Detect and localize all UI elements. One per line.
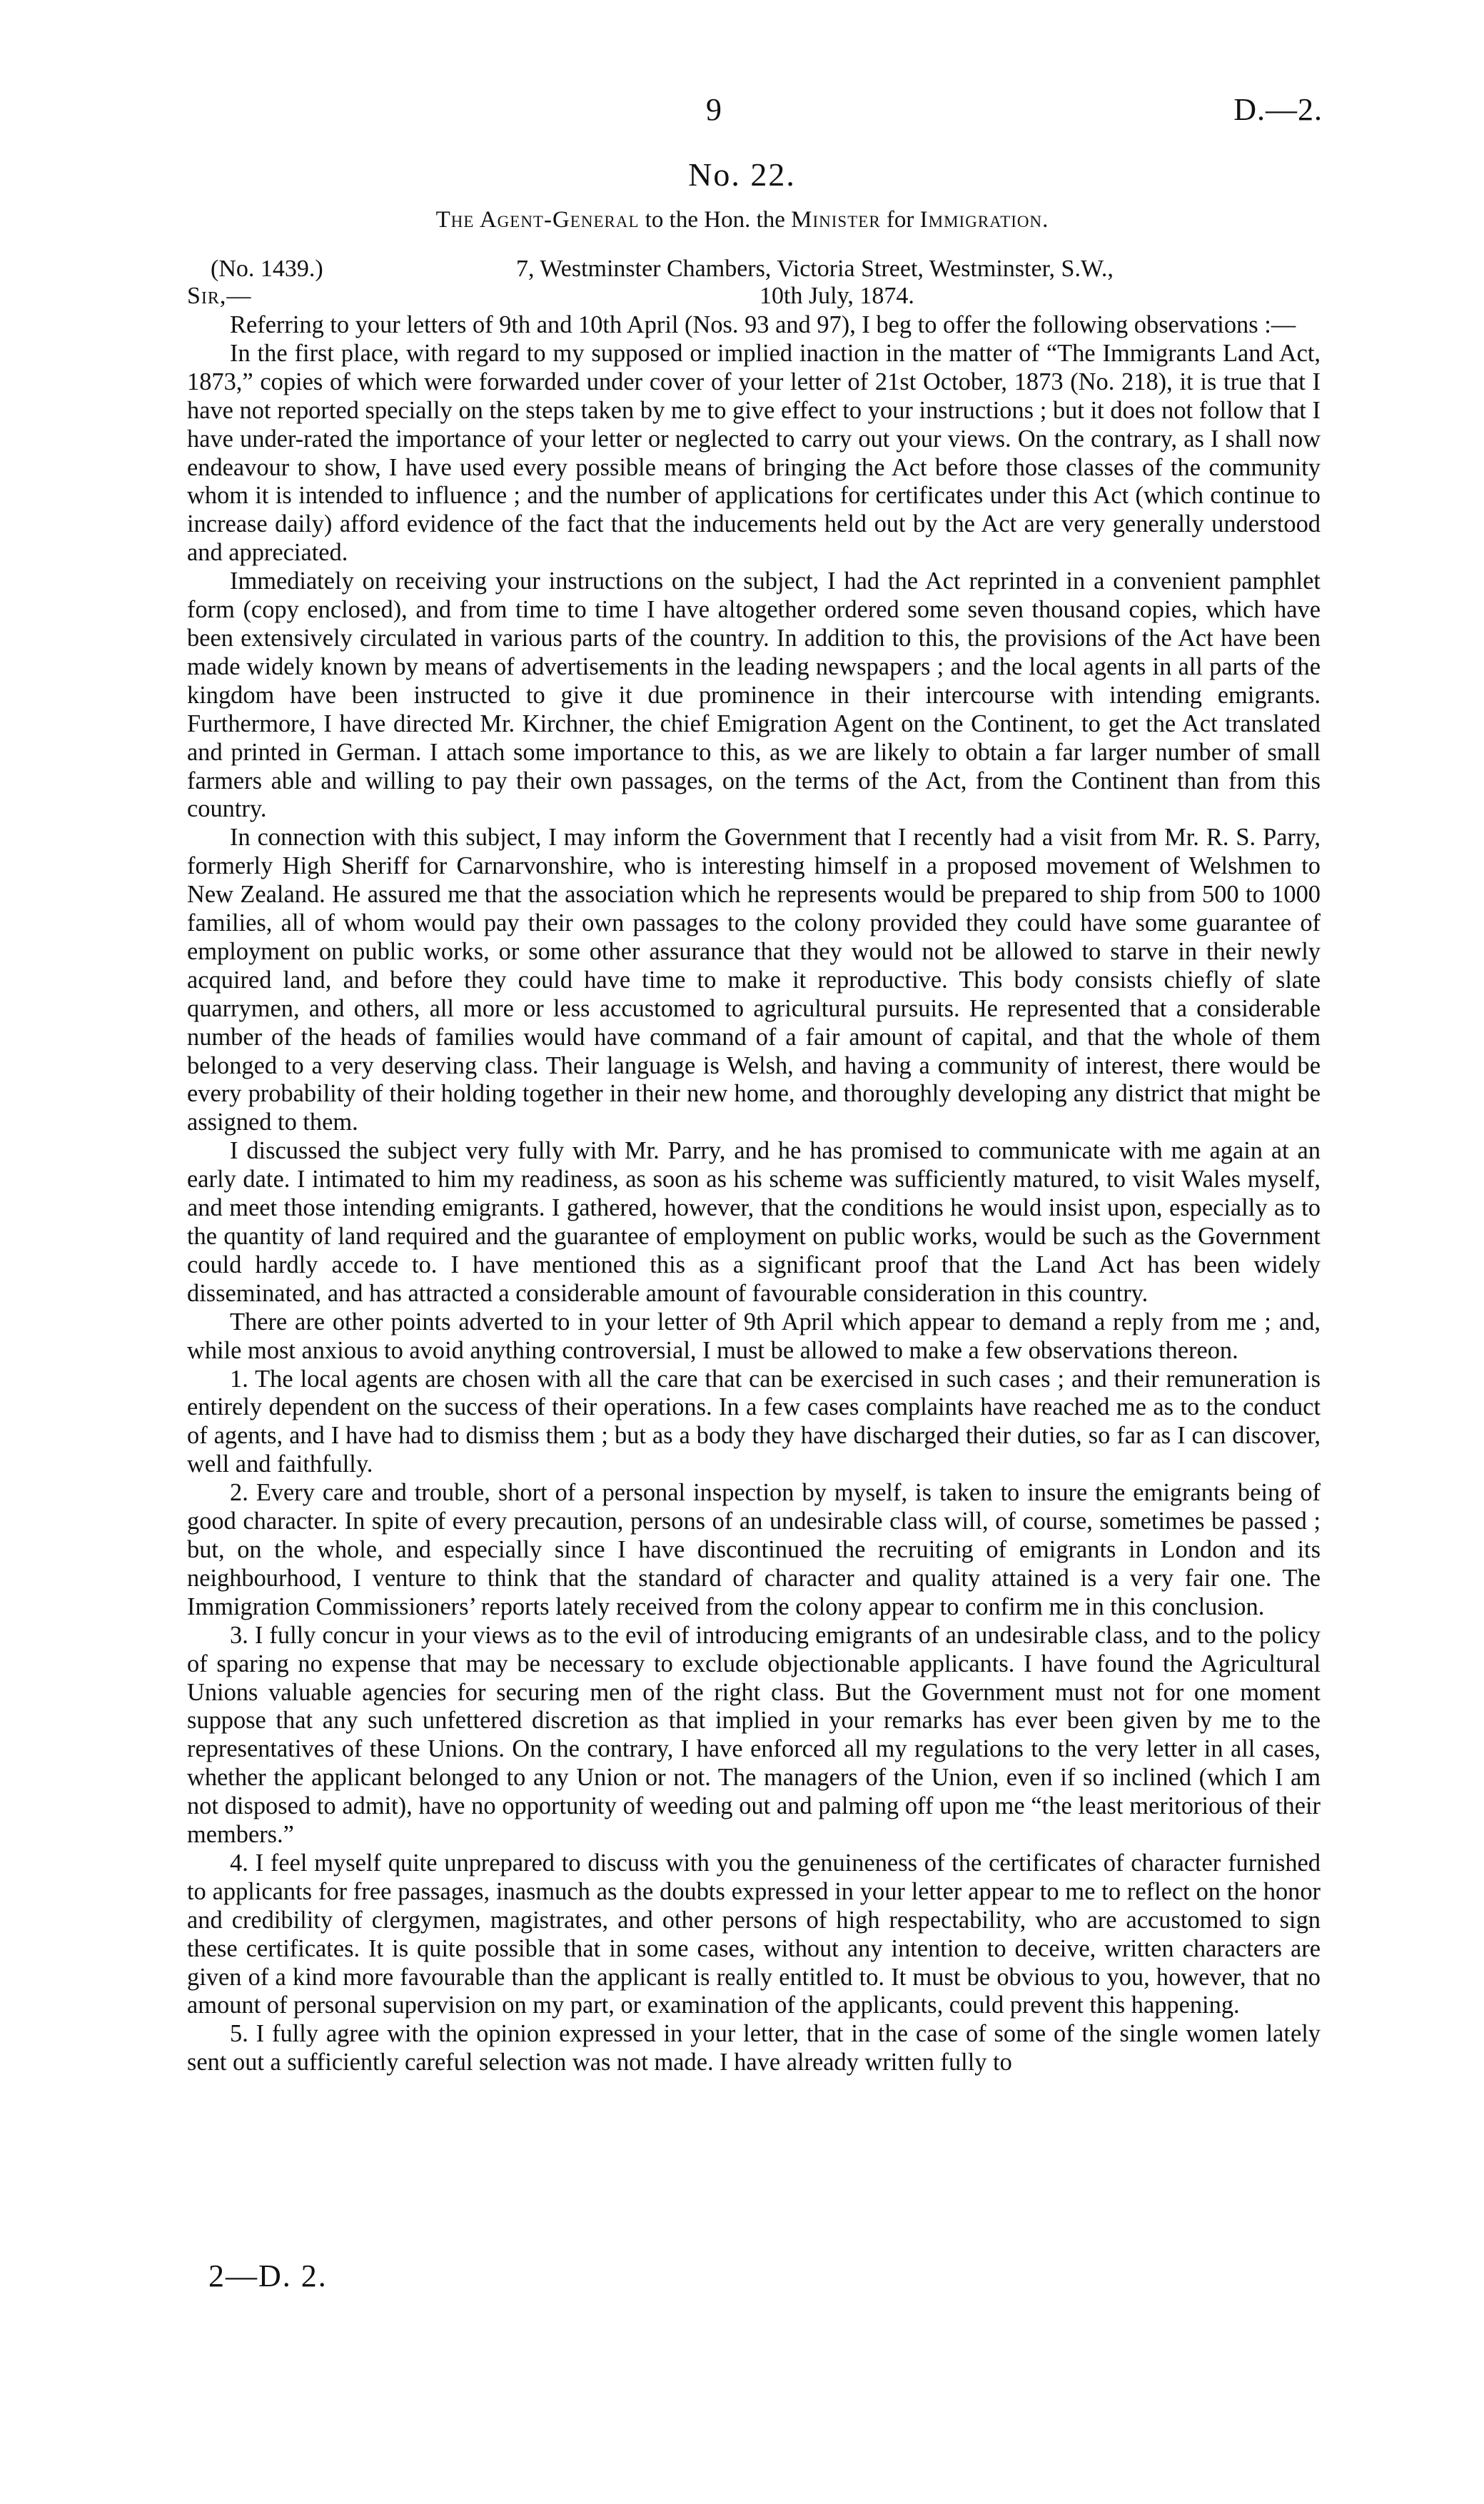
paragraph: 4. I feel myself quite unprepared to discuss with you the genuineness of the certificates of character furnished to applicants for free passages, inasmuch as the doubts expressed in your letter appear to me to reflect on the honor and credibility of clergymen, magistrates, and other persons of high respectability, who are accustomed to sign these certificates. It is quite possible that in some cases, without any intention to deceive, written characters are given of a kind more favourable than the applicant is really entitled to. It must be obvious to you, however, that no amount of personal supervision on my part, or examination of the applicants, could prevent this happening. [187, 1849, 1321, 2019]
paragraph: Referring to your letters of 9th and 10th April (Nos. 93 and 97), I beg to offer the following observations :— [230, 311, 1296, 338]
salutation: Sir,— [187, 283, 252, 309]
paragraph: Immediately on receiving your instructions on the subject, I had the Act reprinted in a convenient pamphlet form (copy enclosed), and from time to time I have altogether ordered some seven thousand copies, which have been extensively circulated in various parts of the country. In addition to this, the provisions of the Act have been made widely known by means of advertisements in the leading newspapers ; and the local agents in all parts of the kingdom have been instructed to give it due prominence in their intercourse with intending emigrants. Furthermore, I have directed Mr. Kirchner, the chief Emigration Agent on the Continent, to get the Act translated and printed in German. I attach some importance to this, as we are likely to obtain a far larger number of small farmers able and willing to pay their own passages, on the terms of the Act, from the Continent than from this country. [187, 567, 1321, 823]
heading-to: to the Hon. the [645, 207, 785, 233]
paragraph: 1. The local agents are chosen with all the care that can be exercised in such cases ; and their remuneration is entirely dependent on the success of their operations. In a few cases complaints have reached me as to the conduct of agents, and I have had to dismiss them ; but as a body they have discharged their duties, so far as I can discover, well and faithfully. [187, 1365, 1321, 1478]
letter-date: 10th July, 1874. [759, 283, 914, 309]
page-signature: 2—D. 2. [208, 2258, 328, 2293]
sender-address: 7, Westminster Chambers, Victoria Street, Westminster, S.W., [516, 256, 1114, 282]
paragraph: 5. I fully agree with the opinion expressed in your letter, that in the case of some of the single women lately sent out a sufficiently careful selection was not made. I have already written fully to [187, 2020, 1321, 2076]
paragraph: In connection with this subject, I may inform the Government that I recently had a visit from Mr. R. S. Parry, formerly High Sheriff for Carnarvonshire, who is interesting himself in a proposed movement of Welshmen to New Zealand. He assured me that the association which he represents would be prepared to ship from 500 to 1000 families, all of whom would pay their own passages to the colony provided they could have some guarantee of employment on public works, or some other assurance that they would not be allowed to starve in their newly acquired land, and before they could have time to make it reproductive. This body consists chiefly of slate quarrymen, and others, all more or less accustomed to agricultural pursuits. He represented that a considerable number of the heads of families would have command of a fair amount of capital, and that the whole of them belonged to a very deserving class. Their language is Welsh, and having a community of interest, there would be every probability of their holding together in their new home, and thoroughly developing any district that might be assigned to them. [187, 824, 1321, 1136]
document-code: D.—2. [1233, 92, 1323, 127]
paragraph: In the first place, with regard to my supposed or implied inaction in the matter of “The Immigrants Land Act, 1873,” copies of which were forwarded under cover of your letter of 21st October, 1873 (No. 218), it is true that I have not reported specially on the steps taken by me to give effect to your instructions ; but it does not follow that I have under-rated the importance of your letter or neglected to carry out your views. On the contrary, as I shall now endeavour to show, I have used every possible means of bringing the Act before those classes of the community whom it is intended to influence ; and the number of applications for certificates under this Act (which continue to increase daily) afford evidence of the fact that the inducements held out by the Act are very generally understood and appreciated. [187, 339, 1321, 567]
paragraph: There are other points adverted to in your letter of 9th April which appear to demand a reply from me ; and, while most anxious to avoid anything controversial, I must be allowed to make a few observations thereon. [187, 1308, 1321, 1364]
page-number: 9 [706, 92, 722, 127]
letter-number: No. 22. [688, 156, 796, 193]
letter-reference: (No. 1439.) [211, 256, 323, 282]
paragraph: 3. I fully concur in your views as to the evil of introducing emigrants of an undesirable class, and to the policy of sparing no expense that may be necessary to exclude objectionable applicants. I have found the Agricultural Unions valuable agencies for securing men of the right class. But the Government must not for one moment suppose that any such unfettered discretion as that implied in your remarks has ever been given by me to the representatives of these Unions. On the contrary, I have enforced all my regulations to the very letter in all cases, whether the applicant belonged to any Union or not. The managers of the Union, even if so inclined (which I am not disposed to admit), have no opportunity of weeding out and palming off upon me “the least meritorious of their members.” [187, 1621, 1321, 1849]
heading-for: for [886, 207, 914, 233]
letter-body [187, 311, 1321, 2077]
paragraph: 2. Every care and trouble, short of a personal inspection by myself, is taken to insure the emigrants being of good character. In spite of every precaution, persons of an undesirable class will, of course, sometimes be passed ; but, on the whole, and especially since I have discontinued the recruiting of emigrants in London and its neighbourhood, I venture to think that the standard of character and quality attained is a very fair one. The Immigration Commissioners’ reports lately received from the colony appear to confirm me in this conclusion. [187, 1479, 1321, 1620]
heading-period: . [1042, 207, 1049, 233]
paragraph: I discussed the subject very fully with Mr. Parry, and he has promised to communicate with me again at an early date. I intimated to him my readiness, as soon as his scheme was sufficiently matured, to visit Wales myself, and meet those intending emigrants. I gathered, however, that the conditions he would insist upon, especially as to the quantity of land required and the guarantee of employment on public works, would be such as the Government could hardly accede to. I have mentioned this as a significant proof that the Land Act has been widely disseminated, and has attracted a considerable amount of favourable consideration in this country. [187, 1137, 1321, 1307]
heading-sender: The Agent-General [435, 207, 640, 233]
letter-heading [0, 207, 1484, 233]
heading-office: Minister [791, 207, 881, 233]
heading-department: Immigration [919, 207, 1043, 233]
